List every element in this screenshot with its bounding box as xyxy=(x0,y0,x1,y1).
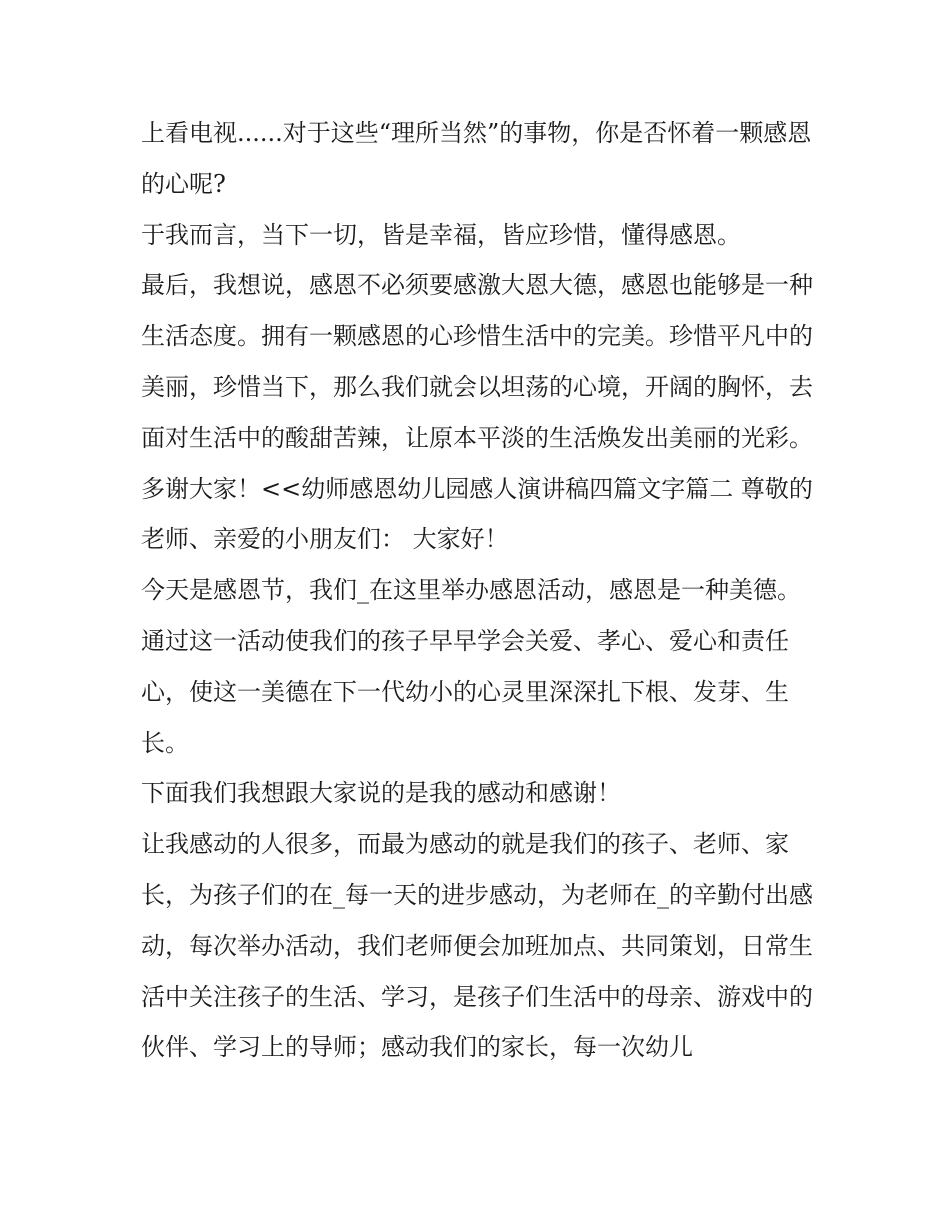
paragraph: 让我感动的人很多，而最为感动的就是我们的孩子、老师、家长，为孩子们的在_每一天的进步感动，为老师在_的辛勤付出感动，每次举办活动，我们老师便会加班加点、共同策划，日常生活中关注孩子的生活、学习，是孩子们生活中的母亲、游戏中的伙伴、学习上的导师；感动我们的家长，每一次幼儿 xyxy=(141,830,813,1062)
paragraph: 下面我们我想跟大家说的是我的感动和感谢！ xyxy=(141,779,621,808)
paragraph: 多谢大家！<<幼师感恩幼儿园感人演讲稿四篇文字篇二 尊敬的老师、亲爱的小朋友们： 大家好！ xyxy=(141,474,813,554)
document-body xyxy=(141,108,813,1073)
paragraph: 最后，我想说，感恩不必须要感激大恩大德，感恩也能够是一种生活态度。拥有一颗感恩的心珍惜生活中的完美。珍惜平凡中的美丽，珍惜当下，那么我们就会以坦荡的心境，开阔的胸怀，去面对生活中的酸甜苦辣，让原本平淡的生活焕发出美丽的光彩。 xyxy=(141,271,813,452)
paragraph: 上看电视......对于这些“理所当然”的事物，你是否怀着一颗感恩的心呢? xyxy=(141,119,812,198)
paragraph: 于我而言，当下一切，皆是幸福，皆应珍惜，懂得感恩。 xyxy=(141,220,741,249)
paragraph: 今天是感恩节，我们_在这里举办感恩活动，感恩是一种美德。通过这一活动使我们的孩子早早学会关爱、孝心、爱心和责任心，使这一美德在下一代幼小的心灵里深深扎下根、发芽、生长。 xyxy=(141,576,801,757)
